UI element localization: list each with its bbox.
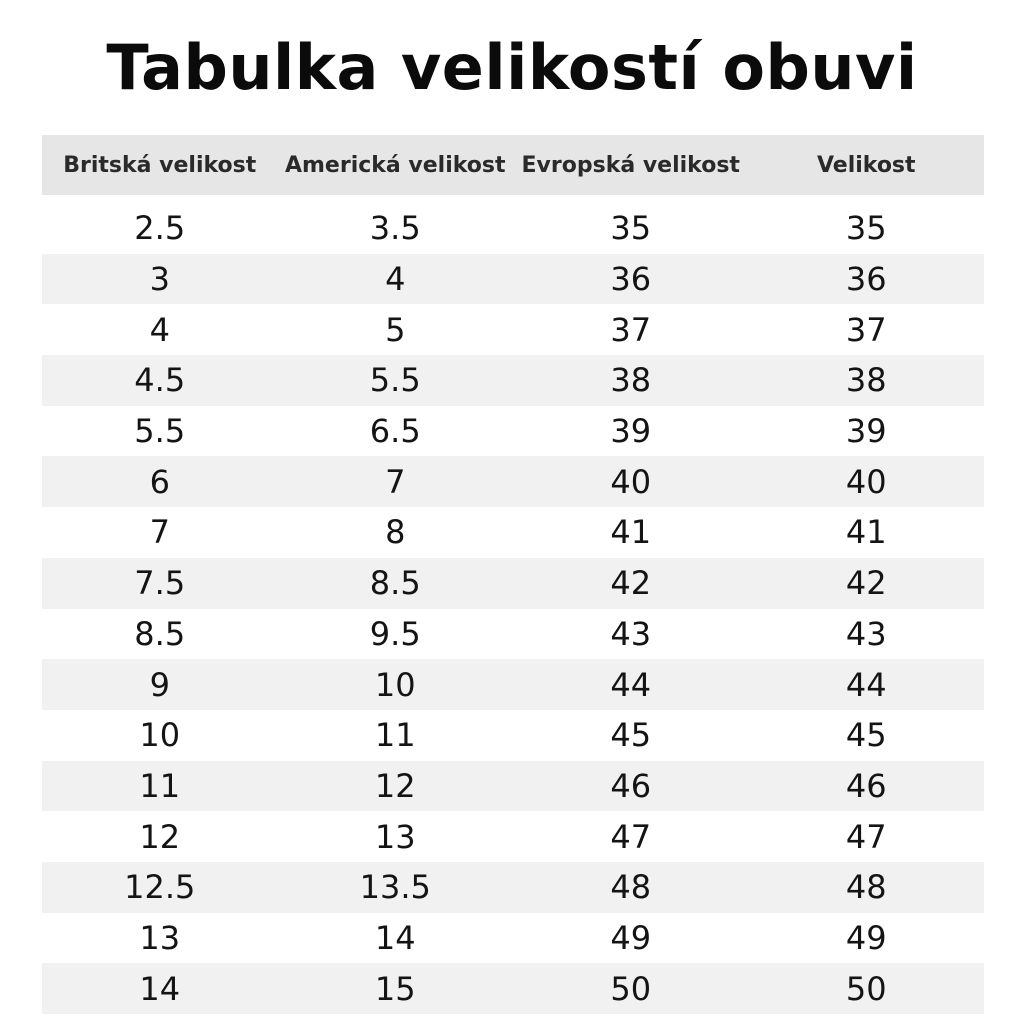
cell-us-size: 8 xyxy=(385,513,406,552)
cell-size: 48 xyxy=(845,868,887,907)
table-body xyxy=(42,203,984,1014)
cell-us-size: 10 xyxy=(374,665,416,704)
page-title: Tabulka velikostí obuvi xyxy=(106,31,918,104)
cell-uk-size: 7.5 xyxy=(134,564,186,603)
cell-us-size: 5.5 xyxy=(369,361,421,400)
header-us-size: Americká velikost xyxy=(284,152,506,178)
cell-us-size: 8.5 xyxy=(369,564,421,603)
cell-size: 42 xyxy=(845,564,887,603)
cell-eu-size: 44 xyxy=(610,665,652,704)
cell-eu-size: 45 xyxy=(610,716,652,755)
table-row xyxy=(42,811,984,862)
cell-size: 50 xyxy=(845,969,887,1008)
cell-uk-size: 3 xyxy=(149,260,170,299)
cell-us-size: 3.5 xyxy=(369,209,421,248)
cell-uk-size: 2.5 xyxy=(134,209,186,248)
cell-uk-size: 10 xyxy=(139,716,181,755)
cell-size: 49 xyxy=(845,918,887,957)
cell-us-size: 5 xyxy=(385,310,406,349)
table-row xyxy=(42,659,984,710)
cell-eu-size: 46 xyxy=(610,766,652,805)
cell-us-size: 12 xyxy=(374,766,416,805)
cell-eu-size: 37 xyxy=(610,310,652,349)
table-row xyxy=(42,761,984,812)
cell-eu-size: 41 xyxy=(610,513,652,552)
cell-eu-size: 40 xyxy=(610,462,652,501)
cell-us-size: 9.5 xyxy=(369,614,421,653)
cell-uk-size: 12 xyxy=(139,817,181,856)
cell-uk-size: 11 xyxy=(139,766,181,805)
cell-size: 39 xyxy=(845,412,887,451)
cell-uk-size: 13 xyxy=(139,918,181,957)
cell-size: 37 xyxy=(845,310,887,349)
table-row xyxy=(42,254,984,305)
cell-uk-size: 8.5 xyxy=(134,614,186,653)
cell-us-size: 14 xyxy=(374,918,416,957)
cell-eu-size: 47 xyxy=(610,817,652,856)
cell-uk-size: 4 xyxy=(149,310,170,349)
cell-us-size: 6.5 xyxy=(369,412,421,451)
cell-uk-size: 5.5 xyxy=(134,412,186,451)
cell-size: 41 xyxy=(845,513,887,552)
cell-eu-size: 35 xyxy=(610,209,652,248)
cell-eu-size: 43 xyxy=(610,614,652,653)
table-row xyxy=(42,203,984,254)
cell-size: 45 xyxy=(845,716,887,755)
table-row xyxy=(42,609,984,660)
cell-us-size: 11 xyxy=(374,716,416,755)
cell-us-size: 4 xyxy=(385,260,406,299)
cell-eu-size: 50 xyxy=(610,969,652,1008)
cell-eu-size: 49 xyxy=(610,918,652,957)
cell-uk-size: 4.5 xyxy=(134,361,186,400)
header-eu-size: Evropská velikost xyxy=(521,152,740,178)
table-row xyxy=(42,304,984,355)
cell-us-size: 7 xyxy=(385,462,406,501)
cell-us-size: 13 xyxy=(374,817,416,856)
cell-size: 40 xyxy=(845,462,887,501)
cell-eu-size: 36 xyxy=(610,260,652,299)
cell-uk-size: 12.5 xyxy=(124,868,196,907)
cell-size: 47 xyxy=(845,817,887,856)
table-row xyxy=(42,963,984,1014)
table-row xyxy=(42,355,984,406)
cell-eu-size: 39 xyxy=(610,412,652,451)
header-size: Velikost xyxy=(816,152,916,178)
cell-size: 46 xyxy=(845,766,887,805)
table-row xyxy=(42,507,984,558)
cell-size: 36 xyxy=(845,260,887,299)
shoe-size-table xyxy=(42,135,984,1014)
cell-uk-size: 6 xyxy=(149,462,170,501)
cell-size: 38 xyxy=(845,361,887,400)
cell-size: 44 xyxy=(845,665,887,704)
cell-us-size: 15 xyxy=(374,969,416,1008)
cell-eu-size: 48 xyxy=(610,868,652,907)
header-uk-size: Britská velikost xyxy=(63,152,257,178)
table-row xyxy=(42,558,984,609)
cell-eu-size: 42 xyxy=(610,564,652,603)
cell-uk-size: 14 xyxy=(139,969,181,1008)
table-row xyxy=(42,913,984,964)
cell-uk-size: 9 xyxy=(149,665,170,704)
table-row xyxy=(42,456,984,507)
table-row xyxy=(42,862,984,913)
table-row xyxy=(42,710,984,761)
table-row xyxy=(42,406,984,457)
cell-eu-size: 38 xyxy=(610,361,652,400)
cell-uk-size: 7 xyxy=(149,513,170,552)
cell-us-size: 13.5 xyxy=(359,868,431,907)
table-header-row xyxy=(42,135,984,195)
cell-size: 35 xyxy=(845,209,887,248)
cell-size: 43 xyxy=(845,614,887,653)
